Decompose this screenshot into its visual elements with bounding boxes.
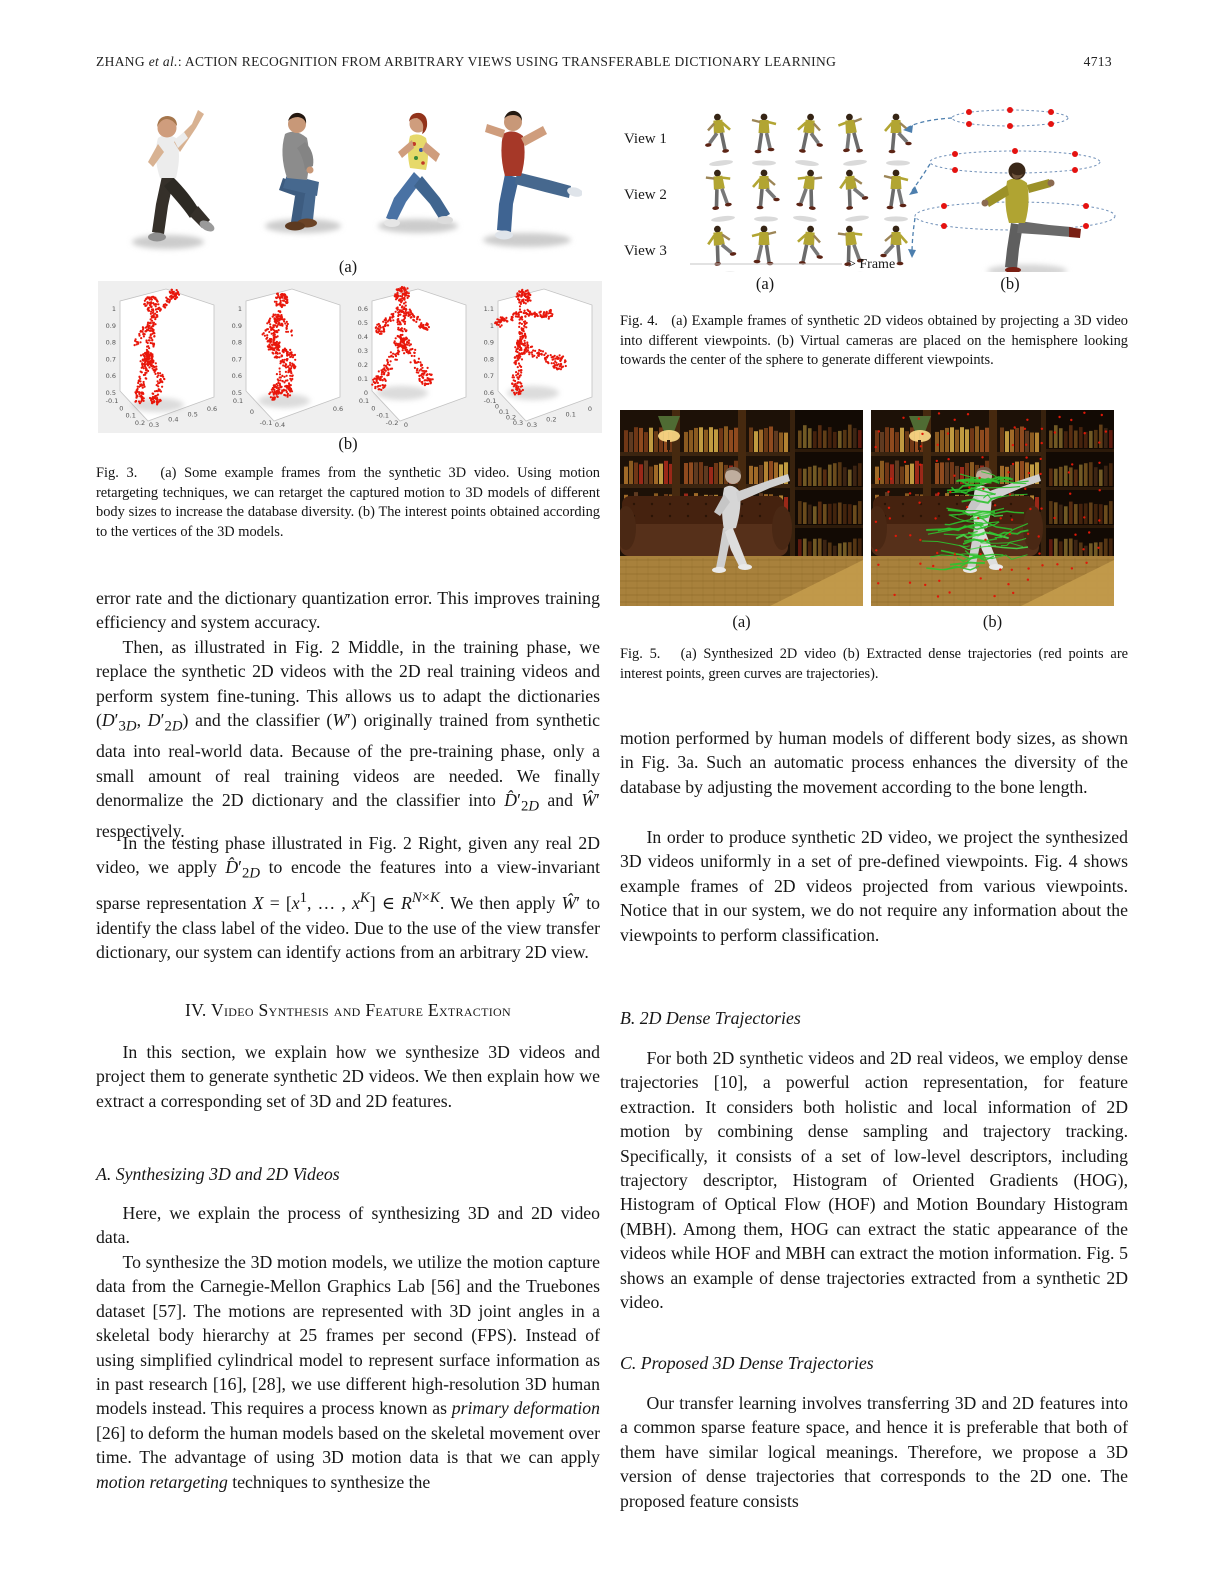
svg-text:0.5: 0.5: [357, 319, 368, 327]
model-person-1: [132, 110, 216, 249]
svg-text:0.6: 0.6: [483, 389, 494, 397]
right-para-2: In order to produce synthetic 2D video, we project the synthesized 3D videos uniformly in a set of pre-defined viewpoints. Fig. 4 shows example frames of 2D videos projected from various viewpoints. Notice that in our system, we do not require any information about the viewpoints to perform classification.: [620, 827, 1128, 945]
page-header: [96, 54, 1112, 70]
svg-text:-0.1: -0.1: [376, 411, 390, 420]
svg-text:-0.1: -0.1: [105, 397, 119, 405]
svg-text:0.7: 0.7: [231, 355, 242, 364]
model-person-3: [378, 113, 458, 233]
model-person-4: [483, 111, 582, 247]
fig4-image: [620, 100, 1128, 272]
subsection-b-heading: B. 2D Dense Trajectories: [620, 1008, 801, 1028]
left-para-4: In this section, we explain how we synthesize 3D videos and project them to generate synthetic 2D videos. We then explain how we extract a corresponding set of 3D and 2D features.: [96, 1042, 600, 1111]
svg-text:0.2: 0.2: [546, 415, 557, 424]
svg-text:0.6: 0.6: [357, 305, 368, 313]
svg-text:0.5: 0.5: [231, 389, 242, 397]
model-person-2: [265, 113, 341, 233]
svg-text:0.3: 0.3: [526, 421, 538, 429]
section-iv-heading: IV. Video Synthesis and Feature Extraction: [185, 1000, 511, 1020]
fig3-label-b: (b): [338, 434, 358, 453]
left-para-5: Here, we explain the process of synthesizing 3D and 2D video data.: [96, 1203, 600, 1248]
svg-text:1.1: 1.1: [483, 305, 494, 313]
svg-text:0.1: 0.1: [565, 410, 576, 419]
fig4-view3-label: View 3: [624, 243, 667, 259]
svg-text:0.1: 0.1: [232, 397, 244, 405]
svg-text:0.8: 0.8: [105, 338, 116, 347]
svg-text:0.1: 0.1: [357, 375, 368, 383]
right-para-c1: Our transfer learning involves transferring 3D and 2D features into a common sparse feature space, and hence it is preferable that both of them have similar logical meanings. Therefore, we propose a 3D version of dense trajectories that corresponds to the 2D one. The proposed feature consists: [620, 1393, 1128, 1511]
subsection-c-heading: C. Proposed 3D Dense Trajectories: [620, 1353, 874, 1373]
svg-text:0.2: 0.2: [505, 413, 517, 422]
svg-text:0.4: 0.4: [168, 415, 179, 424]
svg-text:0.8: 0.8: [483, 355, 494, 364]
page-number: 4713: [1083, 54, 1112, 69]
svg-text:0.3: 0.3: [148, 421, 160, 429]
fig4-label-a: (a): [755, 274, 775, 293]
svg-text:0.6: 0.6: [105, 372, 116, 381]
svg-text:-0.1: -0.1: [483, 397, 497, 405]
fig5-label-a: (a): [732, 612, 751, 631]
fig4-frame-axis-label: > Frame: [848, 257, 896, 272]
fig3-label-a: (a): [338, 257, 358, 276]
svg-text:0.4: 0.4: [357, 333, 368, 341]
svg-text:0: 0: [249, 408, 255, 416]
left-para-3: In the testing phase illustrated in Fig. 2 Right, given any real 2D video, we apply $D̂'_{2D}$ to encode the features into a view-invariant sparse representation $X = [x^1$, … , $x^K$] ∈ $R^{N\times K}$. We then apply Ŵ′ to identify the class label of the video. Due to the use of the view transfer dictionary, our system can identify actions from an arbitrary 2D view.: [96, 833, 601, 963]
fig3a-models-image: [112, 98, 582, 256]
svg-text:0.9: 0.9: [105, 321, 116, 330]
running-title: ZHANG et al.: ACTION RECOGNITION FROM ARBITRARY VIEWS USING TRANSFERABLE DICTIONARY LEARNING: [96, 54, 837, 69]
fig3-caption: Fig. 3. (a) Some example frames from the synthetic 3D video. Using motion retargeting techniques, we can retarget the captured motion to 3D models of different body sizes to increase the database diversity. (b) The interest points obtained according to the vertices of the 3D models.: [96, 465, 600, 540]
svg-text:0: 0: [371, 404, 376, 413]
svg-text:0.6: 0.6: [206, 405, 218, 413]
right-para-1: motion performed by human models of different body sizes, as shown in Fig. 3a. Such an automatic process enhances the diversity of the database by adjusting the movement according to the bone length.: [620, 728, 1128, 797]
svg-text:0.7: 0.7: [483, 372, 494, 381]
fig4-view2-label: View 2: [624, 187, 667, 203]
svg-text:0.6: 0.6: [231, 372, 242, 381]
svg-text:-0.1: -0.1: [259, 419, 273, 427]
svg-text:0.7: 0.7: [105, 355, 116, 364]
svg-text:0.2: 0.2: [357, 361, 368, 369]
svg-text:1: 1: [237, 305, 242, 313]
svg-text:0.2: 0.2: [134, 419, 146, 427]
fig5-caption: Fig. 5. (a) Synthesized 2D video (b) Extracted dense trajectories (red points are interest points, green curves are trajectories).: [620, 646, 1128, 682]
left-para-1: error rate and the dictionary quantization error. This improves training efficiency and system accuracy.: [96, 588, 600, 633]
fig4-woman-model: [982, 163, 1082, 273]
fig4-view1-label: View 1: [624, 131, 667, 147]
svg-text:0: 0: [403, 421, 409, 429]
fig4-view-arrows: [907, 118, 952, 254]
svg-text:0: 0: [119, 404, 124, 413]
svg-text:0.6: 0.6: [332, 405, 344, 413]
fig4-caption: Fig. 4. (a) Example frames of synthetic 2D videos obtained by projecting a 3D video into different viewpoints. (b) Virtual cameras are placed on the hemisphere looking towards the center of the sphere to generate different viewpoints.: [620, 313, 1128, 369]
fig5b-trajectories-frame: [871, 410, 1114, 606]
svg-text:1: 1: [111, 305, 116, 313]
svg-text:-0.2: -0.2: [385, 419, 399, 427]
svg-text:0.5: 0.5: [187, 410, 198, 419]
svg-text:0: 0: [587, 405, 593, 413]
fig4-view-frames: [701, 112, 911, 272]
svg-text:0.1: 0.1: [125, 411, 136, 420]
left-para-2: Then, as illustrated in Fig. 2 Middle, in the training phase, we replace the synthetic 2D videos with the 2D real training videos and perform system fine-tuning. This allows us to adapt the dictionaries ($D'_{3D}$, $D'_{2D}$) and the classifier (W′) originally trained from synthetic data into real-world data. Because of the pre-training phase, only a small amount of real training videos are needed. We finally denormalize the 2D dictionary and the classifier into $D̂'_{2D}$ and Ŵ′ respectively.: [96, 637, 600, 841]
subsection-a-heading: A. Synthesizing 3D and 2D Videos: [96, 1164, 340, 1184]
svg-text:0.5: 0.5: [105, 389, 116, 397]
svg-text:0.9: 0.9: [483, 338, 494, 347]
svg-text:0.4: 0.4: [274, 421, 286, 429]
fig4-label-b: (b): [1000, 274, 1020, 293]
svg-text:0.9: 0.9: [231, 321, 242, 330]
left-para-6: To synthesize the 3D motion models, we utilize the motion capture data from the Carnegie-Mellon Graphics Lab [56] and the Truebones dataset [57]. The motions are represented with 3D joint angles in a skeletal body hierarchy at 25 frames per second (FPS). Instead of using simplified cylindrical model to represent surface information as in past research [16], [28], we use different high-resolution 3D human models instead. This requires a process known as primary deformation [26] to deform the human models based on the skeletal movement over time. The advantage of using 3D motion data is that we can apply motion retargeting techniques to synthesize the: [96, 1252, 600, 1492]
svg-text:0: 0: [494, 402, 500, 411]
svg-text:0: 0: [363, 389, 368, 397]
fig3b-scatter-plots: [98, 281, 602, 433]
svg-text:0.1: 0.1: [498, 408, 510, 416]
right-para-b1: For both 2D synthetic videos and 2D real videos, we employ dense trajectories [10], a powerful action representation, for feature extraction. It considers both holistic and local information of 2D motion by combining dense sampling and trajectory tracking. Specifically, it consists of a set of low-level descriptors, including trajectory descriptor, Histogram of Oriented Gradients (HOG), Histogram of Optical Flow (HOF) and Motion Boundary Histogram (MBH). Among them, HOG can extract the static appearance of the videos while HOF and MBH can extract the motion information. Fig. 5 shows an example of dense trajectories extracted from a synthetic 2D video.: [620, 1048, 1128, 1313]
fig5a-library-frame: [620, 410, 863, 606]
svg-text:0.3: 0.3: [512, 419, 524, 427]
svg-text:0.3: 0.3: [357, 347, 368, 355]
fig5-label-b: (b): [982, 612, 1003, 631]
svg-text:0.8: 0.8: [231, 338, 242, 347]
svg-text:1: 1: [489, 321, 494, 330]
svg-text:0.1: 0.1: [358, 397, 370, 405]
